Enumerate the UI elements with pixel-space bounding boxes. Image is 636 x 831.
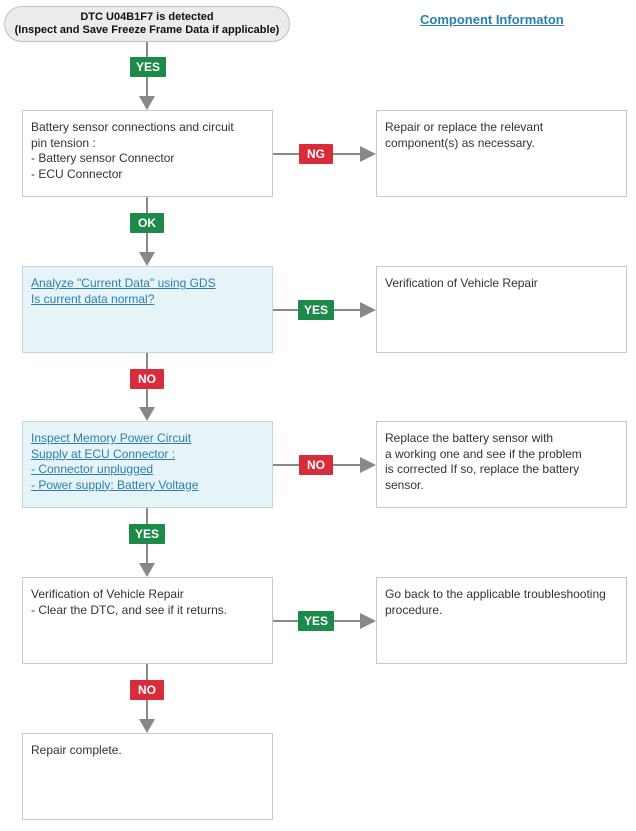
- result3-line: sensor.: [385, 477, 424, 492]
- badge-s2-no: NO: [130, 369, 164, 389]
- badge-s3-no: NO: [299, 455, 333, 475]
- result2-line: Verification of Vehicle Repair: [385, 276, 538, 290]
- arrow-s3-s4: [139, 563, 155, 577]
- step-battery-sensor-connections: [22, 110, 273, 197]
- result4-line: Go back to the applicable troubleshooting: [385, 587, 606, 601]
- arrow-s4-r4: [360, 613, 376, 629]
- step3-link[interactable]: Supply at ECU Connector :: [31, 446, 176, 461]
- step3-link[interactable]: - Power supply: Battery Voltage: [31, 477, 199, 492]
- result3-line: Replace the battery sensor with: [385, 431, 554, 445]
- badge-s1-ok: OK: [130, 213, 164, 233]
- step-inspect-memory-power: [22, 421, 273, 508]
- result1-line: component(s) as necessary.: [385, 135, 535, 150]
- start-terminal: [4, 6, 290, 42]
- start-title: DTC U04B1F7 is detected: [80, 11, 214, 23]
- step2-link[interactable]: Is current data normal?: [31, 291, 155, 306]
- step1-line: Battery sensor connections and circuit: [31, 120, 234, 134]
- arrow-s4-s5: [139, 719, 155, 733]
- step1-line: pin tension :: [31, 135, 96, 150]
- badge-start-yes: YES: [130, 57, 166, 77]
- step-analyze-current-data: [22, 266, 273, 353]
- step4-line: Verification of Vehicle Repair: [31, 587, 184, 601]
- step-verification-clear-dtc: [22, 577, 273, 664]
- badge-s2-yes: YES: [298, 300, 334, 320]
- arrow-start-s1: [139, 96, 155, 110]
- step1-line: - Battery sensor Connector: [31, 151, 175, 165]
- result-go-back-troubleshooting: [376, 577, 627, 664]
- arrow-s2-s3: [139, 407, 155, 421]
- step4-line: - Clear the DTC, and see if it returns.: [31, 602, 228, 617]
- result4-line: procedure.: [385, 602, 443, 617]
- badge-s3-yes: YES: [129, 524, 165, 544]
- arrow-s3-r3: [360, 457, 376, 473]
- result3-line: a working one and see if the problem: [385, 446, 582, 461]
- badge-s1-ng: NG: [299, 144, 333, 164]
- result-verification-of-repair: [376, 266, 627, 353]
- step5-line: Repair complete.: [31, 743, 122, 757]
- arrow-s1-r1: [360, 146, 376, 162]
- result-replace-battery-sensor: [376, 421, 627, 508]
- step2-link[interactable]: Analyze "Current Data" using GDS: [31, 276, 216, 290]
- result-repair-or-replace: [376, 110, 627, 197]
- start-subtitle: (Inspect and Save Freeze Frame Data if applicable): [14, 24, 280, 36]
- arrow-s1-s2: [139, 252, 155, 266]
- badge-s4-no: NO: [130, 680, 164, 700]
- badge-s4-yes: YES: [298, 611, 334, 631]
- result3-line: is corrected If so, replace the battery: [385, 462, 580, 476]
- step3-link[interactable]: - Connector unplugged: [31, 462, 154, 476]
- arrow-s2-r2: [360, 302, 376, 318]
- result1-line: Repair or replace the relevant: [385, 120, 544, 134]
- step1-line: - ECU Connector: [31, 166, 123, 181]
- step-repair-complete: [22, 733, 273, 820]
- component-information-link[interactable]: Component Informaton: [420, 12, 564, 27]
- step3-link[interactable]: Inspect Memory Power Circuit: [31, 431, 192, 445]
